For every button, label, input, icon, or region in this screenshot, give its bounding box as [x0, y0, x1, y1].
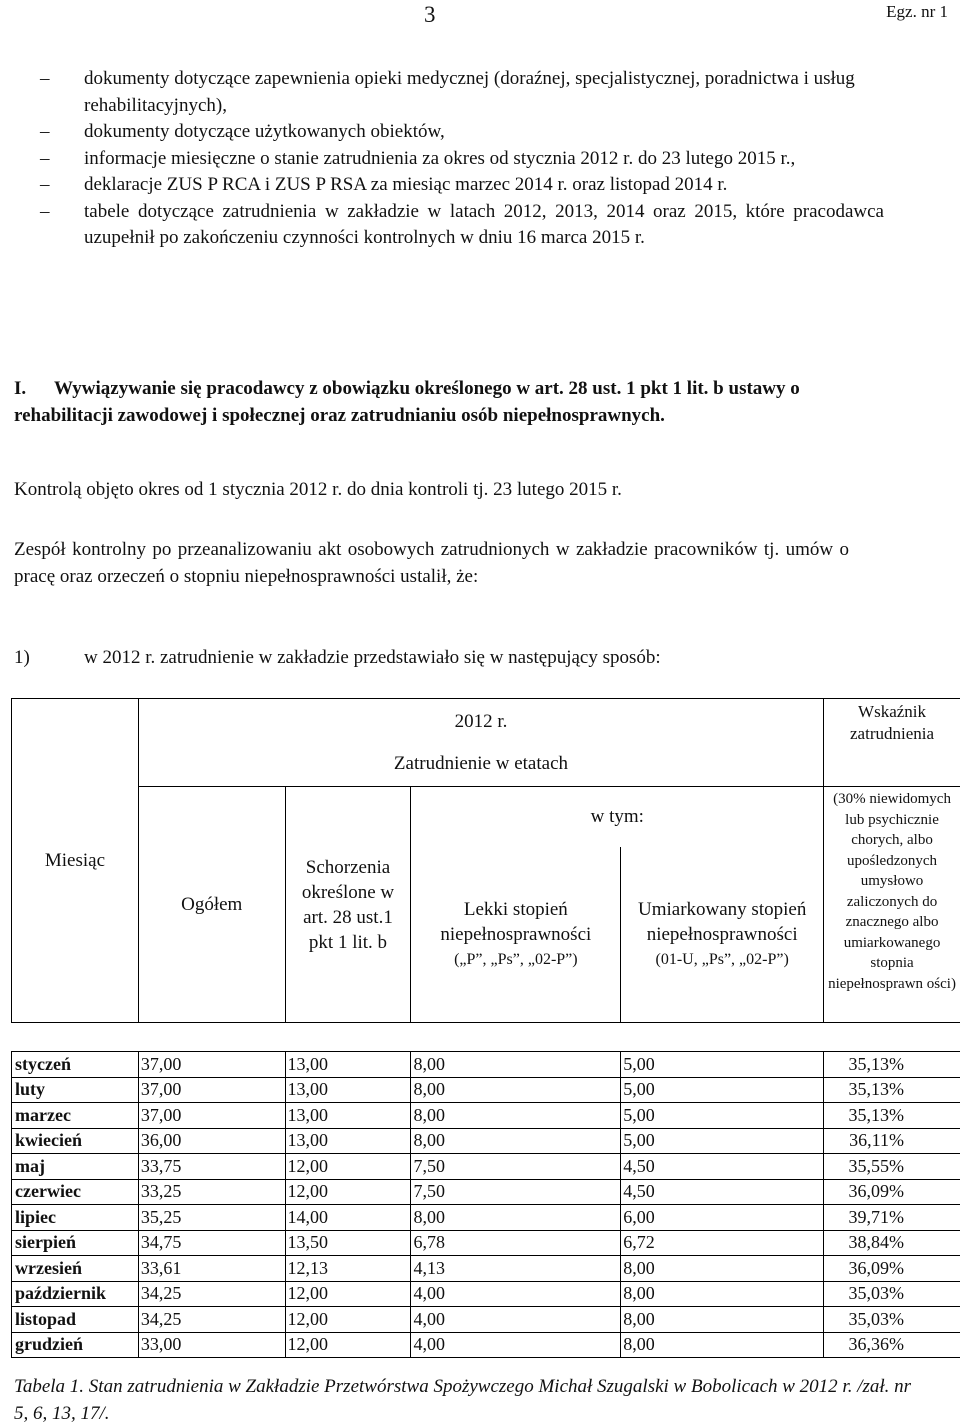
schorzenia-cell: 12,00 — [285, 1281, 411, 1307]
document-list — [40, 66, 920, 252]
moderate-degree-cell: 6,00 — [621, 1205, 824, 1231]
list-item — [40, 199, 920, 252]
employment-table — [11, 698, 960, 1358]
indicator-cell: 38,84% — [824, 1230, 960, 1256]
list-item — [40, 66, 920, 119]
indicator-cell: 39,71% — [824, 1205, 960, 1231]
table-row — [12, 1307, 960, 1333]
table-row — [12, 1128, 960, 1154]
total-cell: 36,00 — [138, 1128, 285, 1154]
light-degree-cell: 7,50 — [411, 1154, 621, 1180]
total-cell: 34,25 — [138, 1307, 285, 1333]
schorzenia-cell: 12,13 — [285, 1256, 411, 1282]
header-moderate-codes: (01-U, „Ps”, „02-P”) — [655, 950, 789, 968]
total-cell: 34,25 — [138, 1281, 285, 1307]
month-cell: kwiecień — [12, 1128, 139, 1154]
list-item-text: deklaracje ZUS P RCA i ZUS P RSA za miesiąc marzec 2014 r. oraz listopad 2014 r. — [84, 174, 728, 195]
section-title: Wywiązywanie się pracodawcy z obowiązku określonego w art. 28 ust. 1 pkt 1 lit. b ustawy o rehabilitacji zawodowej i społecznej oraz zatrudnianiu osób niepełnosprawnych. — [14, 378, 800, 426]
header-light-codes: („P”, „Ps”, „02-P”) — [454, 950, 578, 968]
list-item-text: dokumenty dotyczące użytkowanych obiektów, — [84, 121, 445, 142]
table-row — [12, 1077, 960, 1103]
header-schorzenia: Schorzenia określone w art. 28 ust.1 pkt 1 lit. b — [285, 787, 411, 1023]
indicator-cell: 35,55% — [824, 1154, 960, 1180]
table-caption: Tabela 1. Stan zatrudnienia w Zakładzie Przetwórstwa Spożywczego Michał Szugalski w Bobolicach w 2012 r. /zał. nr 5, 6, 13, 17/. — [14, 1376, 912, 1424]
table-body — [12, 1052, 960, 1358]
total-cell: 35,25 — [138, 1205, 285, 1231]
schorzenia-cell: 14,00 — [285, 1205, 411, 1231]
list-item-text: tabele dotyczące zatrudnienia w zakładzie w latach 2012, 2013, 2014 oraz 2015, które pracodawca uzupełnił po zakończeniu czynności kontrolnych w dniu 16 marca 2015 r. — [84, 200, 884, 248]
header-indicator-title: Wskaźnik zatrudnienia — [824, 699, 960, 787]
indicator-cell: 36,09% — [824, 1256, 960, 1282]
month-cell: wrzesień — [12, 1256, 139, 1282]
schorzenia-cell: 12,00 — [285, 1307, 411, 1333]
moderate-degree-cell: 8,00 — [621, 1281, 824, 1307]
total-cell: 37,00 — [138, 1103, 285, 1129]
month-cell: czerwiec — [12, 1179, 139, 1205]
table-intro — [14, 647, 661, 669]
header-of-which: w tym: — [411, 787, 824, 847]
schorzenia-cell: 13,00 — [285, 1077, 411, 1103]
light-degree-cell: 4,00 — [411, 1281, 621, 1307]
month-cell: styczeń — [12, 1052, 139, 1078]
header-light-degree — [411, 847, 621, 1023]
indicator-cell: 35,03% — [824, 1281, 960, 1307]
total-cell: 37,00 — [138, 1052, 285, 1078]
section-ordinal: I. — [14, 378, 27, 399]
light-degree-cell: 8,00 — [411, 1103, 621, 1129]
indicator-cell: 36,09% — [824, 1179, 960, 1205]
header-employment: Zatrudnienie w etatach — [138, 749, 823, 787]
dash-bullet-icon: – — [40, 147, 50, 169]
table-row — [12, 1230, 960, 1256]
total-cell: 37,00 — [138, 1077, 285, 1103]
dash-bullet-icon: – — [40, 121, 50, 142]
light-degree-cell: 8,00 — [411, 1128, 621, 1154]
header-total: Ogółem — [138, 787, 285, 1023]
list-item-text: dokumenty dotyczące zapewnienia opieki medycznej (doraźnej, specjalistycznej, poradnictwa i usług rehabilitacyjnych), — [84, 68, 855, 116]
schorzenia-cell: 13,00 — [285, 1052, 411, 1078]
light-degree-cell: 8,00 — [411, 1077, 621, 1103]
month-cell: marzec — [12, 1103, 139, 1129]
moderate-degree-cell: 5,00 — [621, 1052, 824, 1078]
header-light-title: Lekki stopień niepełnosprawności — [440, 898, 592, 945]
total-cell: 34,75 — [138, 1230, 285, 1256]
table-row — [12, 1205, 960, 1231]
light-degree-cell: 4,13 — [411, 1256, 621, 1282]
light-degree-cell: 6,78 — [411, 1230, 621, 1256]
list-item — [40, 146, 920, 173]
header-indicator-note: (30% niewidomych lub psychicznie chorych, albo upośledzonych umysłowo zaliczonych do znacznego albo umiarkowanego stopnia niepełnosprawn ości) — [824, 787, 960, 1023]
moderate-degree-cell: 4,50 — [621, 1154, 824, 1180]
table-row — [12, 1154, 960, 1180]
list-item — [40, 119, 920, 146]
light-degree-cell: 8,00 — [411, 1205, 621, 1231]
month-cell: luty — [12, 1077, 139, 1103]
indicator-cell: 35,03% — [824, 1307, 960, 1333]
table-intro-number: 1) — [14, 647, 30, 668]
month-cell: sierpień — [12, 1230, 139, 1256]
page-number: 3 — [424, 2, 436, 27]
table-row — [12, 1052, 960, 1078]
moderate-degree-cell: 8,00 — [621, 1332, 824, 1358]
schorzenia-cell: 12,00 — [285, 1154, 411, 1180]
header-moderate-degree — [621, 847, 824, 1023]
table-row — [12, 1332, 960, 1358]
moderate-degree-cell: 5,00 — [621, 1077, 824, 1103]
schorzenia-cell: 12,00 — [285, 1332, 411, 1358]
schorzenia-cell: 13,00 — [285, 1128, 411, 1154]
indicator-cell: 36,11% — [824, 1128, 960, 1154]
light-degree-cell: 7,50 — [411, 1179, 621, 1205]
total-cell: 33,00 — [138, 1332, 285, 1358]
moderate-degree-cell: 4,50 — [621, 1179, 824, 1205]
list-item-text: informacje miesięczne o stanie zatrudnienia za okres od stycznia 2012 r. do 23 lutego 2015 r., — [84, 147, 796, 169]
header-month: Miesiąc — [12, 699, 139, 1023]
light-degree-cell: 4,00 — [411, 1332, 621, 1358]
table-spacer-row — [12, 1023, 960, 1052]
total-cell: 33,61 — [138, 1256, 285, 1282]
light-degree-cell: 4,00 — [411, 1307, 621, 1333]
month-cell: listopad — [12, 1307, 139, 1333]
moderate-degree-cell: 5,00 — [621, 1128, 824, 1154]
dash-bullet-icon: – — [40, 174, 50, 195]
moderate-degree-cell: 6,72 — [621, 1230, 824, 1256]
moderate-degree-cell: 8,00 — [621, 1256, 824, 1282]
table-row — [12, 1256, 960, 1282]
table-row — [12, 1281, 960, 1307]
total-cell: 33,75 — [138, 1154, 285, 1180]
table-row — [12, 1103, 960, 1129]
header-year: 2012 r. — [138, 699, 823, 749]
light-degree-cell: 8,00 — [411, 1052, 621, 1078]
month-cell: październik — [12, 1281, 139, 1307]
moderate-degree-cell: 8,00 — [621, 1307, 824, 1333]
team-paragraph: Zespół kontrolny po przeanalizowaniu akt osobowych zatrudnionych w zakładzie pracowników tj. umów o pracę oraz orzeczeń o stopniu niepełnosprawności ustalił, że: — [14, 539, 849, 587]
header-moderate-title: Umiarkowany stopień niepełnosprawności — [637, 898, 807, 945]
total-cell: 33,25 — [138, 1179, 285, 1205]
copy-number-label: Egz. nr 1 — [886, 2, 948, 21]
schorzenia-cell: 13,50 — [285, 1230, 411, 1256]
indicator-cell: 36,36% — [824, 1332, 960, 1358]
month-cell: lipiec — [12, 1205, 139, 1231]
month-cell: maj — [12, 1154, 139, 1180]
table-row — [12, 1179, 960, 1205]
table-intro-text: w 2012 r. zatrudnienie w zakładzie przedstawiało się w następujący sposób: — [84, 647, 661, 668]
dash-bullet-icon: – — [40, 68, 50, 89]
section-heading — [14, 376, 854, 429]
list-item — [40, 172, 920, 199]
moderate-degree-cell: 5,00 — [621, 1103, 824, 1129]
schorzenia-cell: 13,00 — [285, 1103, 411, 1129]
indicator-cell: 35,13% — [824, 1052, 960, 1078]
scope-paragraph: Kontrolą objęto okres od 1 stycznia 2012 r. do dnia kontroli tj. 23 lutego 2015 r. — [14, 479, 622, 500]
indicator-cell: 35,13% — [824, 1103, 960, 1129]
month-cell: grudzień — [12, 1332, 139, 1358]
dash-bullet-icon: – — [40, 200, 50, 222]
indicator-cell: 35,13% — [824, 1077, 960, 1103]
schorzenia-cell: 12,00 — [285, 1179, 411, 1205]
